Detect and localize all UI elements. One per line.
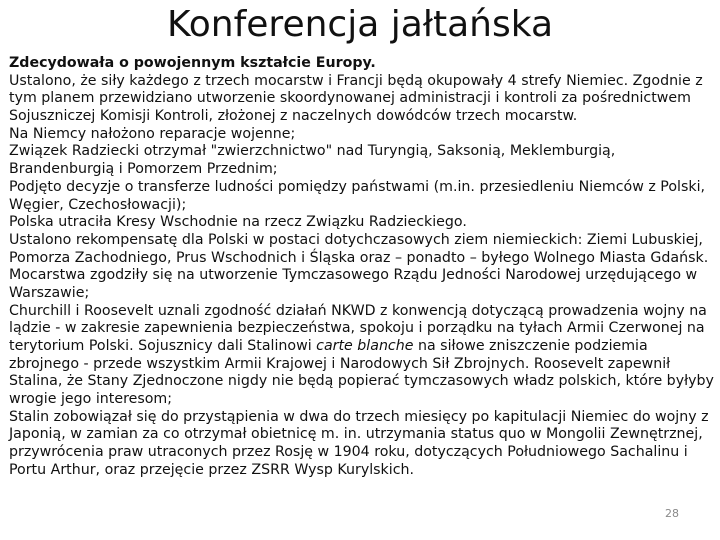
slide-title: Konferencja jałtańska: [166, 4, 554, 45]
slide-body: [9, 55, 720, 480]
body-line: Stalin zobowiązał się do przystąpienia w dwa do trzech miesięcy po kapitulacji Niemiec do wojny z: [9, 408, 709, 425]
body-line: Stalina, że Stany Zjednoczone nigdy nie będą popierać tymczasowych władz polskich, które byłyby: [9, 373, 714, 390]
body-line: wrogie jego interesom;: [9, 391, 173, 408]
body-line: Pomorza Zachodniego, Prus Wschodnich i Śląska oraz – ponadto – byłego Wolnego Miasta Gdańsk.: [9, 249, 709, 266]
body-line: Brandenburgią i Pomorzem Przednim;: [9, 161, 278, 178]
body-line: Węgier, Czechosłowacji);: [9, 196, 187, 213]
body-line: tym planem przewidziano utworzenie skoordynowanej administracji i kontroli za pośrednictwem: [9, 90, 691, 107]
body-line: terytorium Polski. Sojusznicy dali Stalinowi carte blanche na siłowe zniszczenie podziemia: [9, 338, 648, 354]
body-line: Warszawie;: [9, 284, 90, 301]
body-line: Japonią, w zamian za co otrzymał obietnicę m. in. utrzymania status quo w Mongolii Zewnętrznej,: [9, 426, 703, 443]
body-line: Sojuszniczej Komisji Kontroli, złożonej z naczelnych dowódców trzech mocarstw.: [9, 108, 578, 125]
body-line: zbrojnego - przede wszystkim Armii Krajowej i Narodowych Sił Zbrojnych. Roosevelt zapewnił: [9, 355, 671, 372]
body-line: Churchill i Roosevelt uznali zgodność działań NKWD z konwencją dotyczącą prowadzenia wojny na: [9, 302, 707, 319]
body-line: lądzie - w zakresie zapewnienia bezpieczeństwa, spokoju i porządku na tyłach Armii Czerwonej na: [9, 320, 705, 337]
body-line: Ustalono rekompensatę dla Polski w postaci dotychczasowych ziem niemieckich: Ziemi Lubuskiej,: [9, 231, 703, 248]
body-line: przywrócenia praw utraconych przez Rosję w 1904 roku, dotyczących Południowego Sachalinu i: [9, 444, 688, 461]
body-line: Mocarstwa zgodziły się na utworzenie Tymczasowego Rządu Jedności Narodowej urzędującego w: [9, 267, 698, 284]
body-line: Portu Arthur, oraz przejęcie przez ZSRR Wysp Kurylskich.: [9, 461, 415, 478]
page-number: 28: [665, 507, 679, 520]
body-line: Związek Radziecki otrzymał "zwierzchnictwo" nad Turyngią, Saksonią, Meklemburgią,: [9, 143, 616, 160]
slide-subtitle: Zdecydowała o powojennym kształcie Europy.: [9, 55, 376, 71]
body-line: Polska utraciła Kresy Wschodnie na rzecz Związku Radzieckiego.: [9, 214, 467, 231]
body-line: Na Niemcy nałożono reparacje wojenne;: [9, 125, 296, 142]
body-line: Ustalono, że siły każdego z trzech mocarstw i Francji będą okupowały 4 strefy Niemiec. Zgodnie z: [9, 72, 703, 89]
italic-phrase: carte blanche: [316, 338, 414, 354]
body-line: Podjęto decyzje o transferze ludności pomiędzy państwami (m.in. przesiedleniu Niemców z Polski,: [9, 178, 706, 195]
